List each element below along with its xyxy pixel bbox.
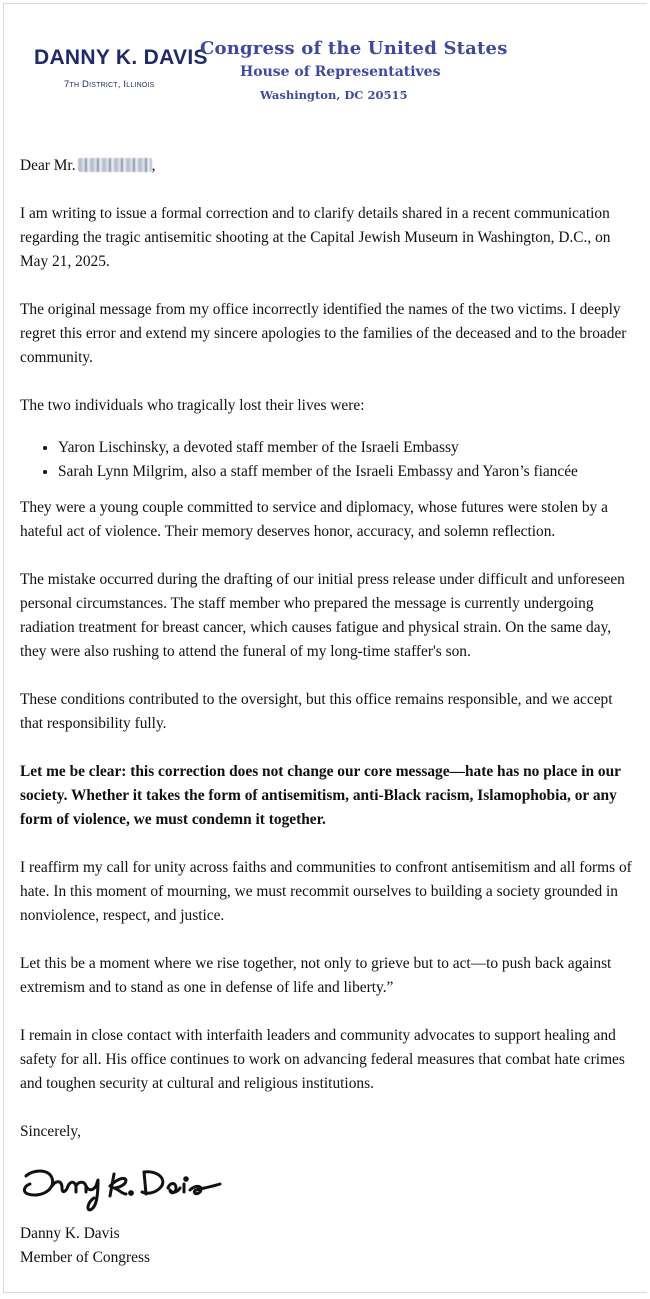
paragraph-responsibility: These conditions contributed to the oversight, but this office remains responsible, and we accept that responsibility fully. [20, 691, 613, 732]
signer-title: Member of Congress [20, 1249, 150, 1266]
letterhead [4, 34, 648, 114]
victims-list [20, 436, 635, 484]
letter-body [20, 154, 635, 1270]
salutation-prefix: Dear Mr. [20, 157, 76, 174]
list-item: • Sarah Lynn Milgrim, also a staff member of the Israeli Embassy and Yaron’s fiancée [58, 460, 635, 484]
paragraph-rise-together: Let this be a moment where we rise together, not only to grieve but to act—to push back against extremism and to stand as one in defense of life and liberty.” [20, 955, 612, 996]
signer-name: Danny K. Davis [20, 1225, 120, 1242]
closing: Sincerely, [20, 1123, 81, 1140]
letterhead-name: DANNY K. DAVIS [34, 46, 208, 69]
list-item: • Yaron Lischinsky, a devoted staff member of the Israeli Embassy [58, 436, 635, 460]
paragraph-mistake: The mistake occurred during the drafting of our initial press release under difficult and unforeseen personal circumstances. The staff member who prepared the message is currently undergoing radiation treatment for breast cancer, which causes fatigue and physical strain. On the same day, they were also rushing to attend the funeral of my long-time staffer's son. [20, 571, 625, 660]
paragraph-victims-intro: The two individuals who tragically lost their lives were: [20, 397, 365, 414]
signature [18, 1158, 228, 1218]
redacted-name [78, 158, 152, 172]
paragraph-intro: I am writing to issue a formal correction and to clarify details shared in a recent communication regarding the tragic antisemitic shooting at the Capital Jewish Museum in Washington, D.C., on May 21, 2025. [20, 205, 611, 270]
letterhead-district: 7th District, Illinois [64, 79, 155, 90]
paragraph-contact: I remain in close contact with interfaith leaders and community advocates to support healing and safety for all. His office continues to work on advancing federal measures that combat hate crimes and toughen security at cultural and religious institutions. [20, 1027, 625, 1092]
paragraph-couple: They were a young couple committed to service and diplomacy, whose futures were stolen by a hateful act of violence. Their memory deserves honor, accuracy, and solemn reflection. [20, 499, 608, 540]
letter-page [3, 3, 647, 1293]
letterhead-congress: Congress of the United States [200, 38, 508, 59]
paragraph-core-message: Let me be clear: this correction does not change our core message—hate has no place in our society. Whether it takes the form of antisemitism, anti-Black racism, Islamophobia, or any form of violence, we must condemn it together. [20, 763, 621, 828]
salutation [20, 154, 635, 178]
salutation-suffix: , [151, 157, 156, 174]
paragraph-unity: I reaffirm my call for unity across faiths and communities to confront antisemitism and all forms of hate. In this moment of mourning, we must recommit ourselves to building a society grounded in nonviolence, respect, and justice. [20, 859, 632, 924]
letterhead-house: House of Representatives [240, 64, 441, 80]
paragraph-error: The original message from my office incorrectly identified the names of the two victims. I deeply regret this error and extend my sincere apologies to the families of the deceased and to the broader community. [20, 301, 627, 366]
letterhead-address: Washington, DC 20515 [260, 88, 408, 102]
